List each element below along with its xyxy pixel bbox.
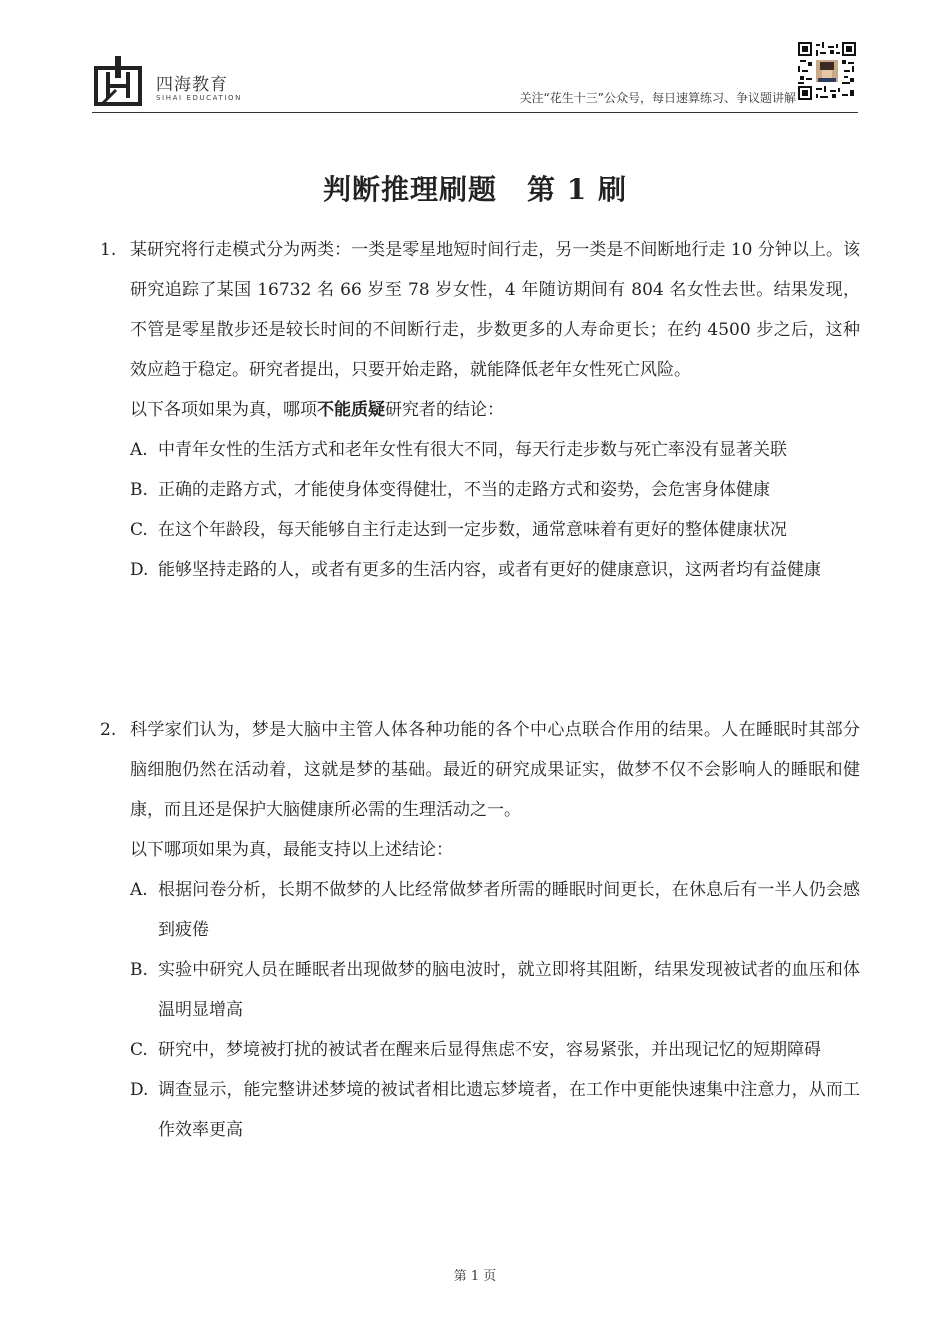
option-d: D. 调查显示，能完整讲述梦境的被试者相比遗忘梦境者，在工作中更能快速集中注意力，从而工作效率更高 — [130, 1080, 860, 1140]
option-a: A. 中青年女性的生活方式和老年女性有很大不同，每天行走步数与死亡率没有显著关联 — [130, 440, 787, 460]
prompt-emphasis: 不能质疑 — [317, 400, 385, 420]
option-c: C. 研究中，梦境被打扰的被试者在醒来后显得焦虑不安，容易紧张，并出现记忆的短期障碍 — [130, 1040, 821, 1060]
question-2 — [100, 710, 860, 1150]
option-d: D. 能够坚持走路的人，或者有更多的生活内容，或者有更好的健康意识，这两者均有益健康 — [130, 560, 821, 580]
logo-mark-icon — [94, 54, 142, 106]
sihai-logo — [94, 50, 244, 110]
title-main: 判断推理刷题 — [323, 173, 498, 206]
option-a: A. 根据问卷分析，长期不做梦的人比经常做梦者所需的睡眠时间更长，在休息后有一半人仍会感到疲倦 — [130, 880, 860, 940]
qr-code-icon — [798, 42, 856, 100]
header-divider — [92, 112, 858, 113]
question-stem: 科学家们认为，梦是大脑中主管人体各种功能的各个中心点联合作用的结果。人在睡眠时其部分脑细胞仍然在活动着，这就是梦的基础。最近的研究成果证实，做梦不仅不会影响人的睡眠和健康，而且还是保护大脑健康所必需的生理活动之一。 — [130, 720, 860, 820]
question-stem: 某研究将行走模式分为两类：一类是零星地短时间行走，另一类是不间断地行走 10 分钟以上。该研究追踪了某国 16732 名 66 岁至 78 岁女性，4 年随访期间有 804 名女性去世。结果发现，不管是零星散步还是较长时间的不间断行走，步数更多的人寿命更长；在约 4500 步之后，这种效应趋于稳定。研究者提出，只要开始走路，就能降低老年女性死亡风险。 — [130, 240, 860, 380]
page-title — [0, 168, 950, 208]
page-number: 第 1 页 — [453, 1269, 497, 1284]
question-1 — [100, 230, 860, 590]
option-c: C. 在这个年龄段，每天能够自主行走达到一定步数，通常意味着有更好的整体健康状况 — [130, 520, 787, 540]
header-slogan: 关注“花生十三”公众号，每日速算练习、争议题讲解 — [519, 91, 796, 105]
option-b: B. 正确的走路方式，才能使身体变得健壮，不当的走路方式和姿势，会危害身体健康 — [130, 480, 770, 500]
question-number: 2. — [100, 720, 117, 740]
question-prompt: 以下哪项如果为真，最能支持以上述结论： — [130, 840, 453, 860]
question-number: 1. — [100, 240, 117, 260]
option-b: B. 实验中研究人员在睡眠者出现做梦的脑电波时，就立即将其阻断，结果发现被试者的血压和体温明显增高 — [130, 960, 860, 1020]
question-prompt: 以下各项如果为真，哪项不能质疑研究者的结论： — [130, 400, 504, 420]
page-header — [92, 40, 858, 114]
logo-english-text: SIHAI EDUCATION — [156, 94, 243, 102]
logo-chinese-text: 四海教育 — [156, 75, 228, 95]
title-sub: 第 1 刷 — [527, 173, 627, 206]
